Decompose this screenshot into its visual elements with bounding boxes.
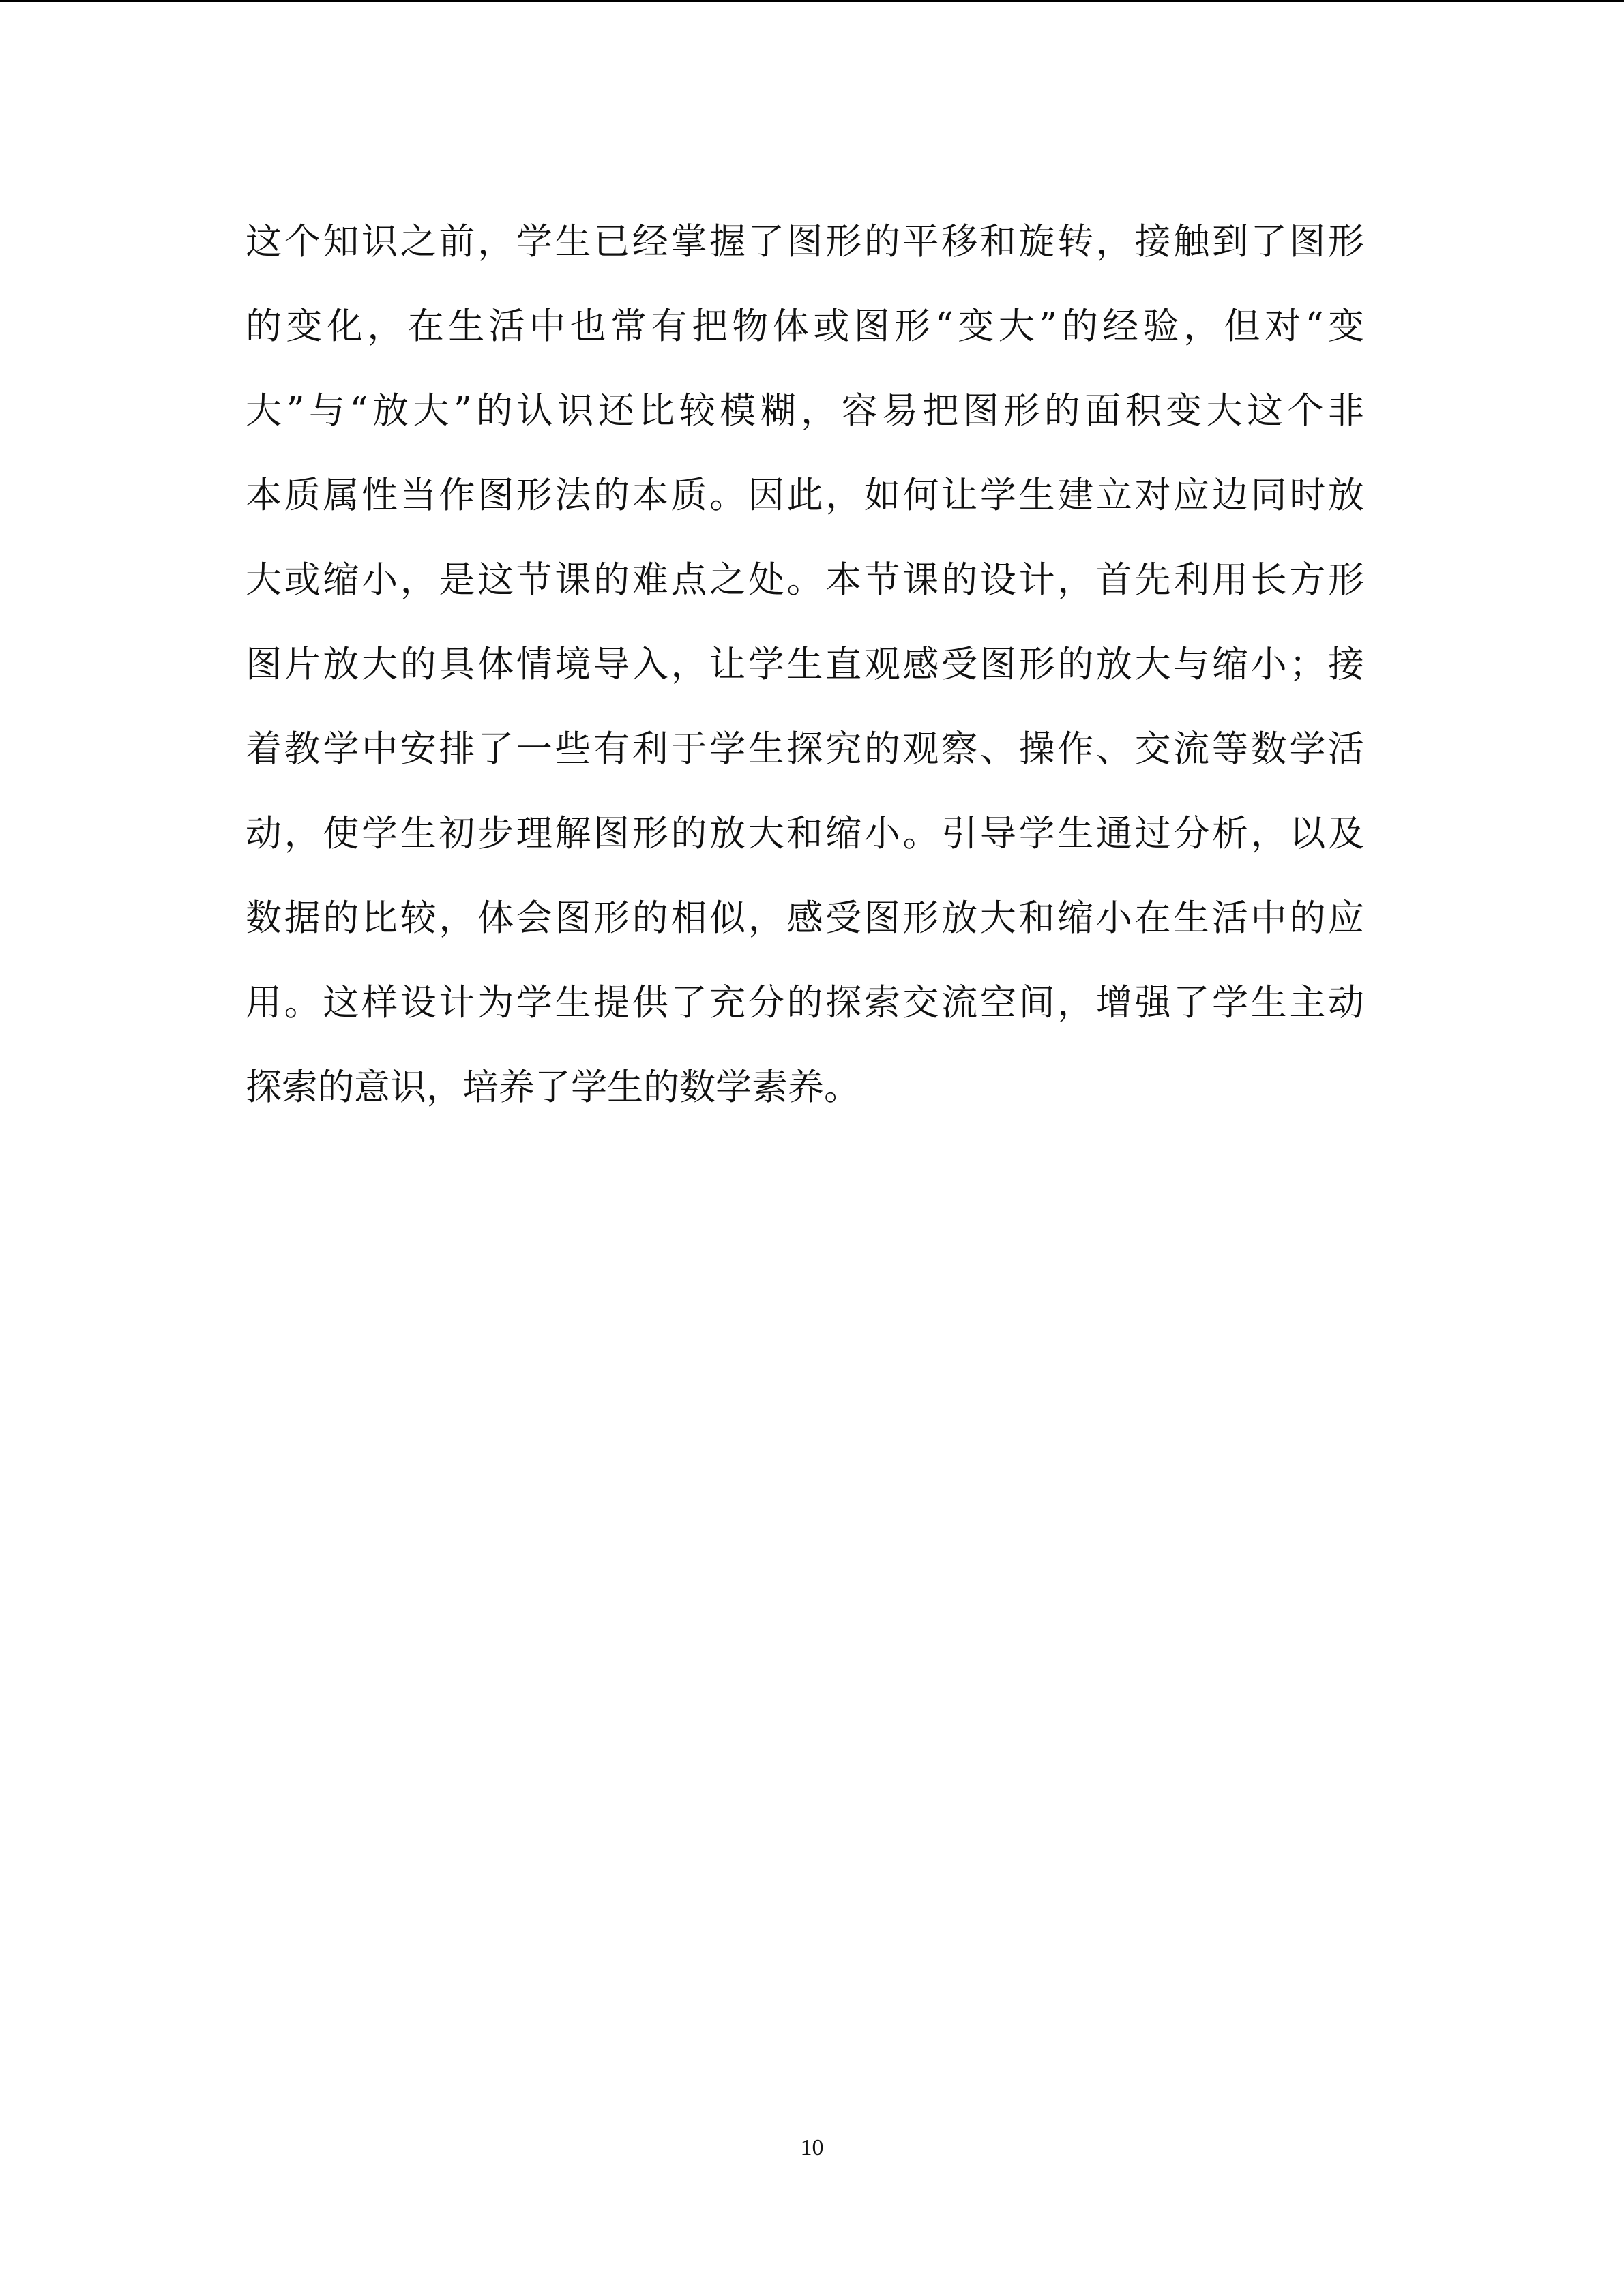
paragraph-line: 大”与“放大”的认识还比较模糊，容易把图形的面积变大这个非 bbox=[246, 390, 1364, 432]
paragraph-line: 这个知识之前，学生已经掌握了图形的平移和旋转，接触到了图形 bbox=[246, 221, 1364, 263]
page-number: 10 bbox=[800, 2135, 824, 2160]
paragraph-line: 数据的比较，体会图形的相似，感受图形放大和缩小在生活中的应 bbox=[246, 897, 1364, 939]
paragraph-line: 的变化，在生活中也常有把物体或图形“变大”的经验，但对“变 bbox=[246, 305, 1364, 347]
body-paragraph bbox=[246, 200, 1364, 1130]
paragraph-line: 图片放大的具体情境导入，让学生直观感受图形的放大与缩小；接 bbox=[246, 644, 1364, 685]
paragraph-line: 动，使学生初步理解图形的放大和缩小。引导学生通过分析，以及 bbox=[246, 813, 1364, 854]
paragraph-line: 用。这样设计为学生提供了充分的探索交流空间，增强了学生主动 bbox=[246, 982, 1364, 1024]
paragraph-line: 大或缩小，是这节课的难点之处。本节课的设计，首先利用长方形 bbox=[246, 559, 1364, 601]
paragraph-line: 着教学中安排了一些有利于学生探究的观察、操作、交流等数学活 bbox=[246, 728, 1364, 770]
paragraph-last-line: 探索的意识，培养了学生的数学素养。 bbox=[246, 1067, 860, 1108]
paragraph-line: 本质属性当作图形法的本质。因此，如何让学生建立对应边同时放 bbox=[246, 475, 1364, 516]
